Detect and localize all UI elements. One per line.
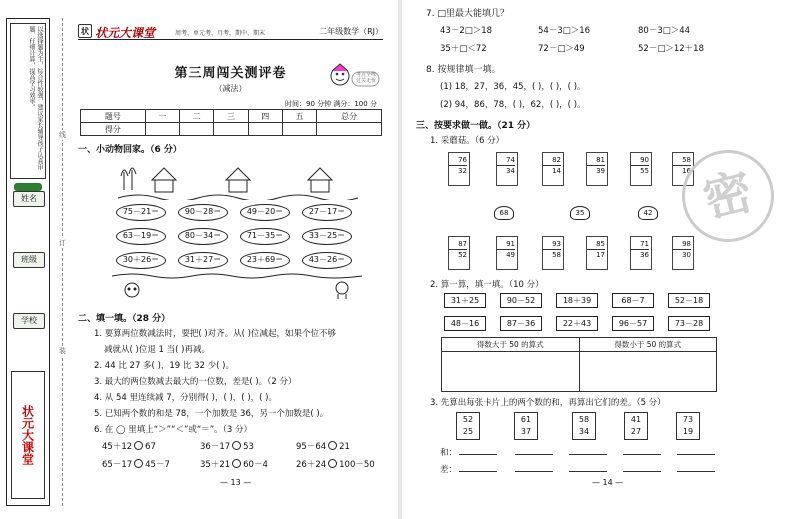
strip-tips: 以选择题为主，综合性较强，建议家长辅导孩子认真审题、仔细计算，提高学习效率。 [10, 23, 46, 179]
q7-heading: 7. □里最大能填几？ [426, 9, 509, 19]
score-header: 五 [282, 110, 316, 123]
number-card[interactable]: 73 19 [676, 412, 700, 440]
houses-and-trees-icon [118, 160, 358, 200]
cut-mark-1: 线 [59, 131, 66, 139]
mushroom-card[interactable]: 85 17 [586, 236, 608, 270]
score-header: 四 [248, 110, 282, 123]
sort-answer-row [442, 352, 717, 392]
sum-row: 和： [440, 446, 715, 458]
score-cell[interactable] [180, 123, 214, 136]
expression-oval[interactable]: 49－20＝ [240, 204, 290, 221]
compare-circle[interactable] [134, 441, 143, 450]
score-header: 三 [214, 110, 248, 123]
compare-circle[interactable] [328, 441, 337, 450]
answer-line[interactable] [677, 471, 715, 472]
expression-box[interactable]: 48－16 [444, 316, 486, 331]
compare-circle[interactable] [134, 459, 143, 468]
expression-box[interactable]: 90－52 [500, 293, 542, 308]
expression-oval[interactable]: 75－21＝ [116, 204, 166, 221]
compare-item: 26＋24 100－50 [296, 460, 375, 470]
answer-line[interactable] [677, 454, 715, 455]
logo-text: 状元大课堂 [95, 26, 156, 40]
page-header [78, 24, 383, 40]
grade-label: 二年级数学（RJ） [319, 27, 383, 36]
mushroom-card[interactable]: 90 55 [630, 152, 652, 186]
score-row [81, 123, 382, 136]
q7-item[interactable]: 80－3□＞44 [638, 26, 691, 36]
answer-line[interactable] [569, 471, 607, 472]
score-cell[interactable] [214, 123, 248, 136]
confidential-stamp: 密 [672, 140, 784, 252]
right-page [402, 0, 800, 519]
q8-item[interactable]: (2) 94，86，78，( )，62，( )，( )。 [440, 100, 586, 110]
class-field[interactable]: 班级 [13, 252, 45, 268]
fill-item: 5. 已知两个数的和是 78，一个加数是 36，另一个加数是( )。 [94, 409, 329, 419]
score-cell[interactable] [145, 123, 179, 136]
fill-item: 1. 要算两位数减法时，要把( )对齐。从( )位减起，如果个位不够 [94, 329, 336, 339]
score-header: 二 [180, 110, 214, 123]
mushroom-card[interactable]: 98 30 [672, 236, 694, 270]
school-field[interactable]: 学校 [13, 313, 45, 329]
expression-oval[interactable]: 90－28＝ [178, 204, 228, 221]
number-card[interactable]: 41 27 [624, 412, 648, 440]
mushroom-cap[interactable]: 35 [570, 206, 590, 220]
expression-box[interactable]: 73－28 [668, 316, 710, 331]
mushroom-card[interactable]: 87 52 [448, 236, 470, 270]
compare-item: 35＋21 60－4 [200, 460, 268, 470]
score-table [80, 109, 382, 136]
test-title: 第三周闯关测评卷 [174, 66, 287, 81]
section1-heading: 一、小动物回家。（6 分） [78, 145, 182, 155]
q8-heading: 8. 按规律填一填。 [426, 65, 501, 75]
q7-item[interactable]: 43－2□＞18 [440, 26, 493, 36]
expression-box[interactable]: 52－18 [668, 293, 710, 308]
mushroom-card[interactable]: 81 39 [586, 152, 608, 186]
expression-box[interactable]: 96－57 [612, 316, 654, 331]
compare-item: 45＋12 67 [102, 442, 156, 452]
expression-oval[interactable]: 63－19＝ [116, 228, 166, 245]
answer-line[interactable] [459, 454, 497, 455]
compare-circle[interactable] [232, 441, 241, 450]
mushroom-card[interactable]: 76 32 [448, 152, 470, 186]
fill-item: 2. 44 比 27 多( )，19 比 32 少( )。 [94, 361, 234, 371]
score-row-label: 得分 [81, 123, 146, 136]
expression-oval[interactable]: 71－35＝ [240, 228, 290, 245]
sort-header: 得数小于 50 的算式 [579, 338, 717, 352]
sort-header-row [442, 338, 717, 352]
expression-box[interactable]: 31＋25 [444, 293, 486, 308]
left-page [0, 0, 398, 519]
answer-line[interactable] [569, 454, 607, 455]
q1-heading: 1. 采蘑菇。（6 分） [430, 136, 505, 146]
sort-answer-cell[interactable] [579, 352, 717, 392]
compare-circle[interactable] [232, 459, 241, 468]
animals-icon [112, 272, 362, 300]
q2-heading: 2. 算一算，填一填。（10 分） [430, 280, 544, 290]
score-cell[interactable] [248, 123, 282, 136]
mushroom-card[interactable]: 58 16 [672, 152, 694, 186]
q7-item[interactable]: 72－□＞49 [538, 44, 585, 54]
number-card[interactable]: 58 34 [572, 412, 596, 440]
sort-answer-cell[interactable] [442, 352, 580, 392]
mascot-caption: 考点全练 过关无忧 [355, 72, 376, 84]
expression-box[interactable]: 18＋39 [556, 293, 598, 308]
q7-item[interactable]: 54－3□＞16 [538, 26, 591, 36]
score-header: 题号 [81, 110, 146, 123]
mushroom-card[interactable]: 91 49 [496, 236, 518, 270]
cut-mark-2: 订 [59, 239, 66, 247]
answer-line[interactable] [515, 454, 553, 455]
expression-oval[interactable]: 43－26＝ [302, 252, 352, 269]
q3-heading: 3. 先算出每张卡片上的两个数的和，再算出它们的差。（5 分） [430, 398, 666, 408]
expression-box[interactable]: 68－7 [612, 293, 654, 308]
expression-oval[interactable]: 80－34＝ [178, 228, 228, 245]
compare-item: 95－64 21 [296, 442, 350, 452]
fill-item: 4. 从 54 里连续减 7，分别得( )，( )，( )，( )。 [94, 393, 277, 403]
score-header-row [81, 110, 382, 123]
score-header: 总分 [317, 110, 382, 123]
page-number-right: — 14 — [592, 478, 624, 487]
number-card[interactable]: 61 37 [514, 412, 538, 440]
fill-item: 6. 在 ◯ 里填上“＞”“＜”或“＝”。（3 分） [94, 425, 253, 435]
answer-line[interactable] [515, 471, 553, 472]
sort-table [441, 337, 717, 392]
strip-badge [14, 183, 42, 191]
answer-line[interactable] [623, 454, 661, 455]
page-number-left: — 13 — [220, 478, 252, 487]
answer-line[interactable] [623, 471, 661, 472]
fill-item: 3. 最大的两位数减去最大的一位数，差是( )。（2 分） [94, 377, 297, 387]
mushroom-card[interactable]: 74 34 [496, 152, 518, 186]
mushroom-card[interactable]: 93 58 [542, 236, 564, 270]
mushroom-cap[interactable]: 68 [494, 206, 514, 220]
expression-oval[interactable]: 30＋26＝ [116, 252, 166, 269]
expression-oval[interactable]: 23＋69＝ [240, 252, 290, 269]
name-field[interactable]: 姓名 [13, 191, 45, 207]
score-cell[interactable] [317, 123, 382, 136]
fill-item: 减就从( )位退 1 当( )再减。 [104, 345, 210, 355]
expression-box[interactable]: 22＋43 [556, 316, 598, 331]
answer-line[interactable] [459, 471, 497, 472]
mushroom-cap[interactable]: 42 [638, 206, 658, 220]
expression-oval[interactable]: 31＋27＝ [178, 252, 228, 269]
compare-item: 65－17 45－7 [102, 460, 170, 470]
test-meta: 时间：90 分钟 满分：100 分 [285, 100, 377, 108]
animal-scene [112, 160, 362, 300]
cut-line [62, 18, 63, 506]
compare-item: 36－17 53 [200, 442, 254, 452]
diff-row: 差： [440, 463, 715, 475]
number-card[interactable]: 52 25 [456, 412, 480, 440]
strip-logo-text: 状元大课堂 [20, 405, 35, 465]
strip-logo [11, 371, 45, 499]
mushroom-card[interactable]: 71 36 [630, 236, 652, 270]
sort-header: 得数大于 50 的算式 [442, 338, 580, 352]
compare-circle[interactable] [328, 459, 337, 468]
cut-mark-3: 装 [59, 347, 66, 355]
score-header: 一 [145, 110, 179, 123]
mushroom-card[interactable]: 82 14 [542, 152, 564, 186]
section3-heading: 三、按要求做一做。（21 分） [416, 121, 536, 131]
q8-item[interactable]: (1) 18，27，36，45，( )，( )，( )。 [440, 82, 586, 92]
expression-oval[interactable]: 33－25＝ [302, 228, 352, 245]
score-cell[interactable] [282, 123, 316, 136]
q7-item[interactable]: 35＋□＜72 [440, 44, 487, 54]
test-subtitle: （减法） [214, 84, 247, 93]
expression-box[interactable]: 87－36 [500, 316, 542, 331]
q7-item[interactable]: 52－□＞12＋18 [638, 44, 704, 54]
section2-heading: 二、填一填。（28 分） [78, 314, 171, 324]
logo-icon: 状 [78, 24, 92, 38]
expression-oval[interactable]: 27－17＝ [302, 204, 352, 221]
header-subtitle: 周考、单元考、月考、期中、期末 [175, 30, 266, 37]
side-strip [6, 18, 50, 506]
